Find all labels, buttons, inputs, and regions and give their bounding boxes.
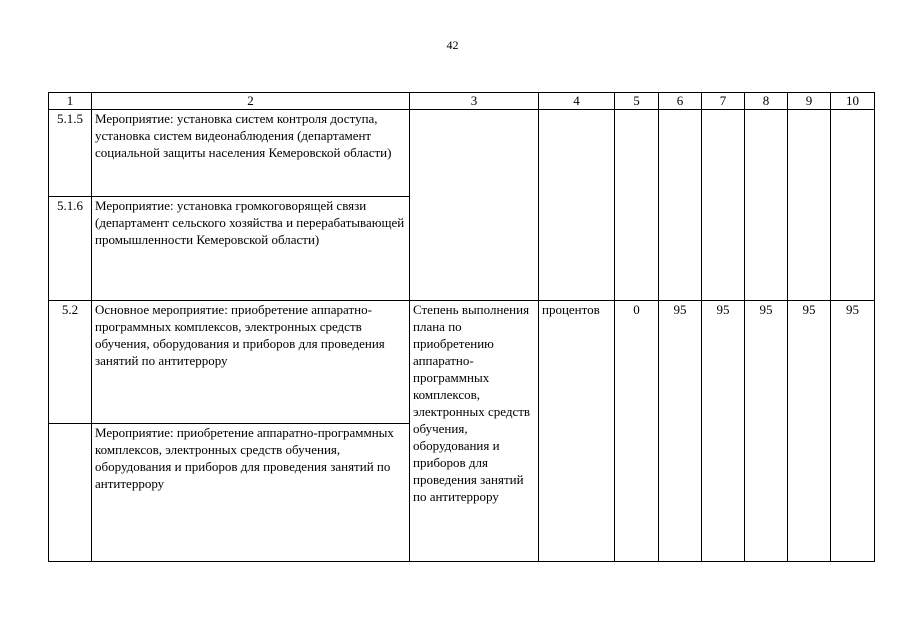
column-header: 9	[788, 93, 831, 110]
row-number: 5.1.6	[49, 197, 92, 301]
activity-name: Основное мероприятие: приобретение аппаратно-программных комплексов, электронных средств обучения, оборудования и приборов для проведения занятий по антитеррору	[92, 301, 410, 424]
value-cell-empty	[788, 110, 831, 301]
value-cell-empty	[615, 110, 659, 301]
column-header: 5	[615, 93, 659, 110]
indicator-cell-empty	[410, 110, 539, 301]
indicator-name: Степень выполнения плана по приобретению аппаратно-программных комплексов, электронных средств обучения, оборудования и приборов для проведения занятий по антитеррору	[410, 301, 539, 562]
indicator-value: 95	[788, 301, 831, 562]
row-number: 5.1.5	[49, 110, 92, 197]
unit-of-measure: процентов	[539, 301, 615, 562]
row-number: 5.2	[49, 301, 92, 424]
indicator-value: 95	[745, 301, 788, 562]
column-header: 2	[92, 93, 410, 110]
activity-name: Мероприятие: приобретение аппаратно-программных комплексов, электронных средств обучения, оборудования и приборов для проведения занятий по антитеррору	[92, 424, 410, 562]
indicator-value: 95	[831, 301, 875, 562]
column-header: 8	[745, 93, 788, 110]
table-row	[49, 301, 875, 424]
column-header: 3	[410, 93, 539, 110]
row-number	[49, 424, 92, 562]
column-header: 4	[539, 93, 615, 110]
activity-name: Мероприятие: установка громкоговорящей связи (департамент сельского хозяйства и перерабатывающей промышленности Кемеровской области)	[92, 197, 410, 301]
column-header: 6	[659, 93, 702, 110]
value-cell-empty	[745, 110, 788, 301]
column-header: 1	[49, 93, 92, 110]
indicator-value: 0	[615, 301, 659, 562]
page-number: 42	[446, 38, 459, 52]
column-header: 7	[702, 93, 745, 110]
value-cell-empty	[659, 110, 702, 301]
column-header: 10	[831, 93, 875, 110]
table-header-row	[49, 93, 875, 110]
value-cell-empty	[702, 110, 745, 301]
value-cell-empty	[831, 110, 875, 301]
program-table	[48, 92, 875, 562]
unit-cell-empty	[539, 110, 615, 301]
indicator-value: 95	[659, 301, 702, 562]
indicator-value: 95	[702, 301, 745, 562]
table-row	[49, 110, 875, 197]
activity-name: Мероприятие: установка систем контроля доступа, установка систем видеонаблюдения (департамент социальной защиты населения Кемеровской области)	[92, 110, 410, 197]
